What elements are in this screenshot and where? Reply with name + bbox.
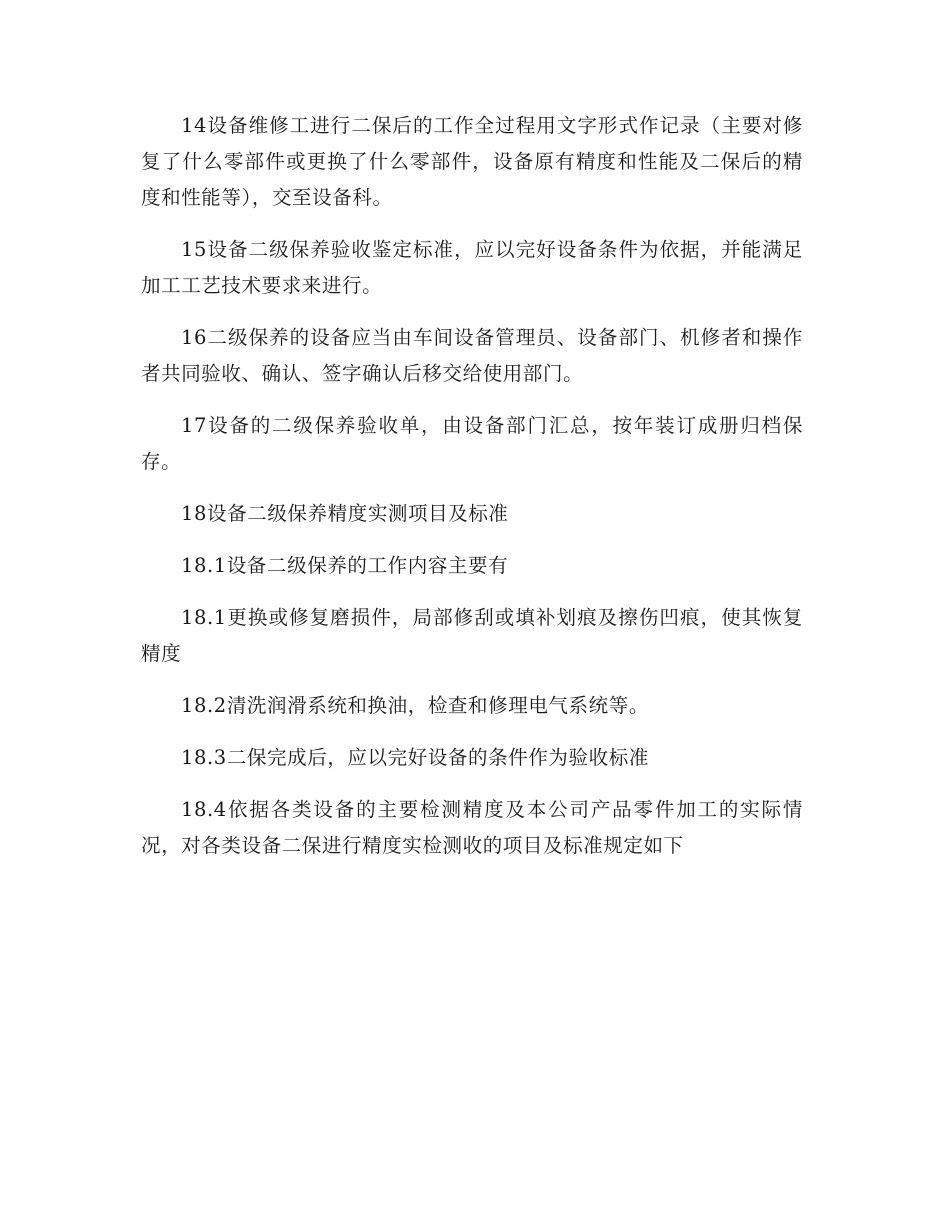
paragraph-18-heading: 18设备二级保养精度实测项目及标准 <box>181 502 509 525</box>
paragraph-18-4: 18.4依据各类设备的主要检测精度及本公司产品零件加工的实际情况，对各类设备二保进行精度实检测收的项目及标准规定如下 <box>141 798 803 857</box>
paragraph-18-1: 18.1更换或修复磨损件，局部修刮或填补划痕及擦伤凹痕，使其恢复精度 <box>141 606 803 665</box>
document-body <box>141 108 803 880</box>
paragraph-15: 15设备二级保养验收鉴定标准，应以完好设备条件为依据，并能满足加工工艺技术要求来进行。 <box>141 238 803 297</box>
paragraph-18-2: 18.2清洗润滑系统和换油，检查和修理电气系统等。 <box>181 694 649 717</box>
paragraph-18-1-heading: 18.1设备二级保养的工作内容主要有 <box>181 554 509 577</box>
paragraph-17: 17设备的二级保养验收单，由设备部门汇总，按年装订成册归档保存。 <box>141 414 803 473</box>
paragraph-16: 16二级保养的设备应当由车间设备管理员、设备部门、机修者和操作者共同验收、确认、签字确认后移交给使用部门。 <box>141 326 803 385</box>
paragraph-14: 14设备维修工进行二保后的工作全过程用文字形式作记录（主要对修复了什么零部件或更换了什么零部件，设备原有精度和性能及二保后的精度和性能等），交至设备科。 <box>141 114 803 209</box>
paragraph-18-3: 18.3二保完成后，应以完好设备的条件作为验收标准 <box>181 746 649 769</box>
